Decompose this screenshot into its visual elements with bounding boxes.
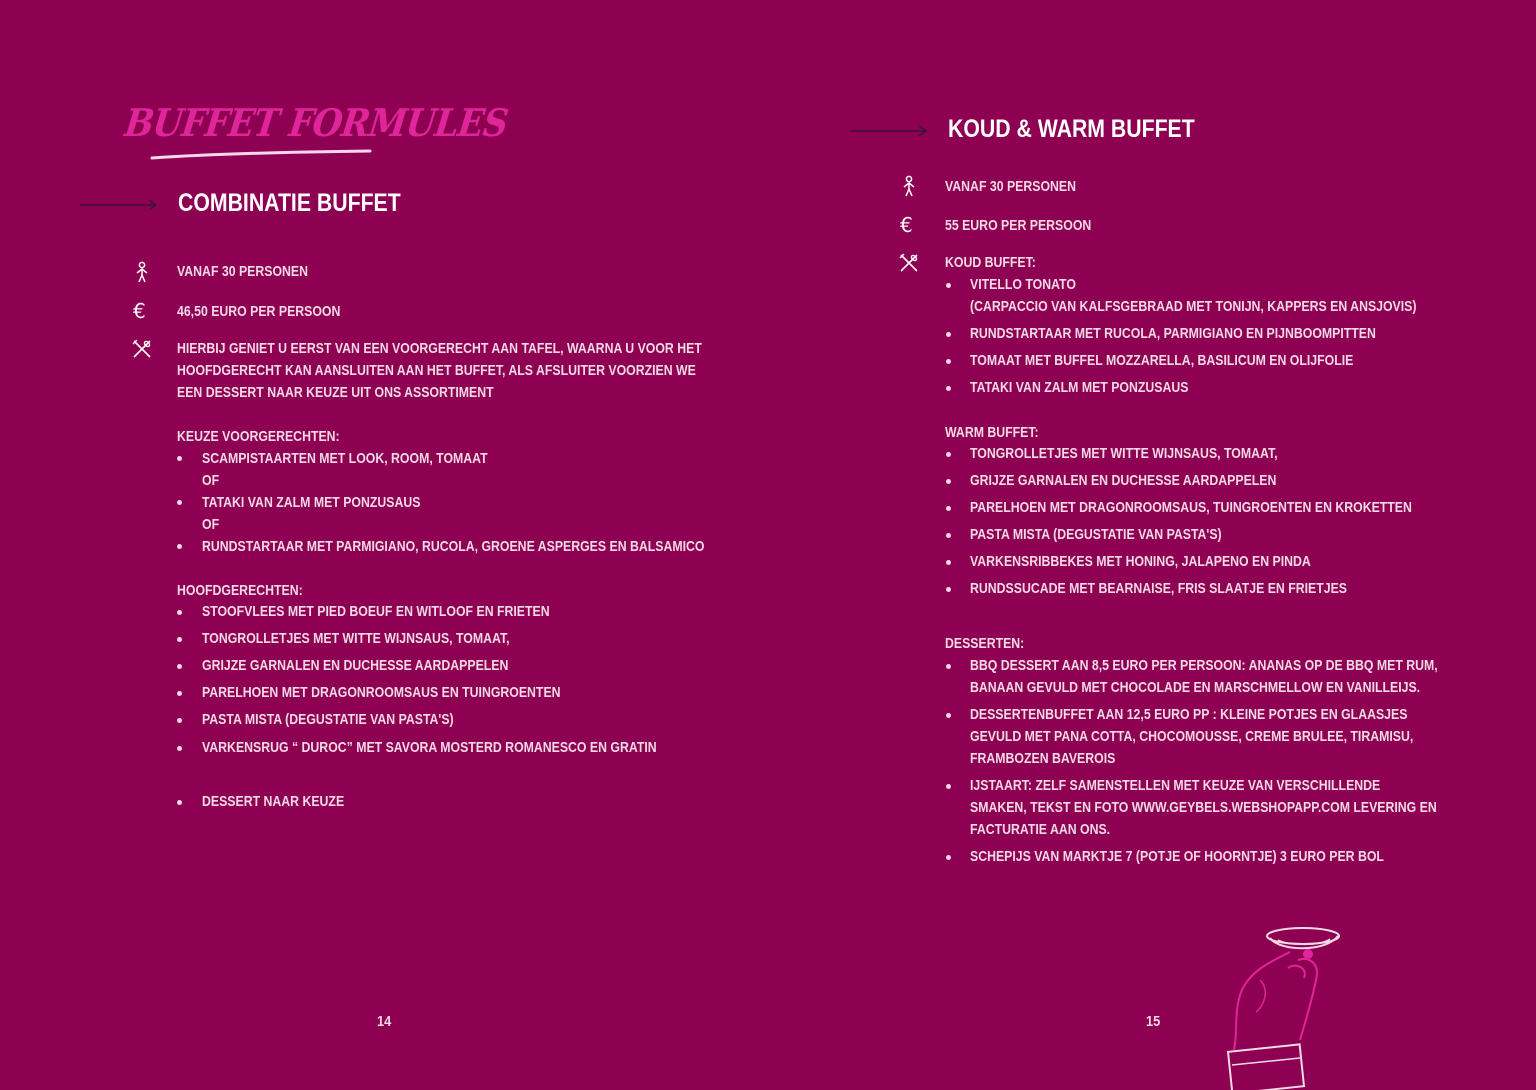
main-item: TONGROLLETJES MET WITTE WIJNSAUS, TOMAAT, [202,630,510,647]
dessert-line: BBQ DESSERT AAN 8,5 EURO PER PERSOON: ANANAS OP DE BBQ MET RUM, [970,657,1438,674]
koud-warm-buffet-title: KOUD & WARM BUFFET [948,115,1195,143]
warm-item: PASTA MISTA (DEGUSTATIE VAN PASTA'S) [970,526,1222,543]
description-line-3: EEN DESSERT NAAR KEUZE UIT ONS ASSORTIMENT [177,384,494,401]
bullet [946,452,951,457]
cold-item: VITELLO TONATO [970,276,1076,293]
cutlery-icon [898,252,920,274]
euro-icon: € [900,213,913,237]
or-label: OF [202,472,220,489]
bullet [946,359,951,364]
dessert-line: BANAAN GEVULD MET CHOCOLADE EN MARSCHMELLOW EN VANILLEIJS. [970,679,1421,696]
cold-item-detail: (CARPACCIO VAN KALFSGEBRAAD MET TONIJN, KAPPERS EN ANSJOVIS) [970,298,1417,315]
starter-item: RUNDSTARTAAR MET PARMIGIANO, RUCOLA, GROENE ASPERGES EN BALSAMICO [202,538,705,555]
dessert-line: DESSERTENBUFFET AAN 12,5 EURO PP : KLEINE POTJES EN GLAASJES [970,706,1408,723]
bullet [946,332,951,337]
bullet [946,855,951,860]
dessert-line: SCHEPIJS VAN MARKTJE 7 (POTJE OF HOORNTJE) 3 EURO PER BOL [970,848,1384,865]
dessert-line: IJSTAART: ZELF SAMENSTELLEN MET KEUZE VAN VERSCHILLENDE [970,777,1381,794]
mains-label: HOOFDGERECHTEN: [177,582,303,599]
combinatie-buffet-title: COMBINATIE BUFFET [178,189,401,217]
bullet [177,500,182,505]
dessert-line: SMAKEN, TEKST EN FOTO WWW.GEYBELS.WEBSHOPAPP.COM LEVERING EN [970,799,1437,816]
bullet [177,544,182,549]
arrow-icon [78,198,160,212]
bullet [946,479,951,484]
dessert-line: GEVULD MET PANA COTTA, CHOCOMOUSSE, CREME BRULEE, TIRAMISU, [970,728,1414,745]
warm-item: VARKENSRIBBEKES MET HONING, JALAPENO EN PINDA [970,553,1311,570]
starter-item: SCAMPISTAARTEN MET LOOK, ROOM, TOMAAT [202,450,488,467]
dessert-line: FRAMBOZEN BAVEROIS [970,750,1116,767]
persons-text: VANAF 30 PERSONEN [945,178,1077,195]
page-number-left: 14 [377,1013,392,1030]
bullet [946,506,951,511]
or-label: OF [202,516,220,533]
page-number-right: 15 [1146,1013,1161,1030]
bullet [946,283,951,288]
cutlery-icon [131,338,153,360]
description-line-2: HOOFDGERECHT KAN AANSLUITEN AAN HET BUFFET, ALS AFSLUITER VOORZIEN WE [177,362,696,379]
cold-item: RUNDSTARTAAR MET RUCOLA, PARMIGIANO EN PIJNBOOMPITTEN [970,325,1376,342]
price-text: 55 EURO PER PERSOON [945,217,1092,234]
bullet [177,456,182,461]
cold-buffet-label: KOUD BUFFET: [945,254,1036,271]
warm-item: PARELHOEN MET DRAGONROOMSAUS, TUINGROENTEN EN KROKETTEN [970,499,1412,516]
arrow-icon [848,124,930,138]
bullet [177,718,182,723]
bullet [177,691,182,696]
persons-text: VANAF 30 PERSONEN [177,263,309,280]
main-item: STOOFVLEES MET PIED BOEUF EN WITLOOF EN FRIETEN [202,603,550,620]
bullet [177,610,182,615]
starters-label: KEUZE VOORGERECHTEN: [177,428,340,445]
bullet [177,800,182,805]
bullet [177,746,182,751]
starter-item: TATAKI VAN ZALM MET PONZUSAUS [202,494,421,511]
warm-item: GRIJZE GARNALEN EN DUCHESSE AARDAPPELEN [970,472,1277,489]
euro-icon: € [133,299,146,323]
person-icon [133,261,151,283]
heading-underline [150,148,374,162]
bullet [177,664,182,669]
dessert-item: DESSERT NAAR KEUZE [202,793,345,810]
bullet [946,664,951,669]
cold-item: TOMAAT MET BUFFEL MOZZARELLA, BASILICUM EN OLIJFOLIE [970,352,1354,369]
dessert-line: FACTURATIE AAN ONS. [970,821,1111,838]
main-item: PARELHOEN MET DRAGONROOMSAUS EN TUINGROENTEN [202,684,561,701]
main-item: PASTA MISTA (DEGUSTATIE VAN PASTA'S) [202,711,454,728]
main-item: VARKENSRUG “ DUROC” MET SAVORA MOSTERD ROMANESCO EN GRATIN [202,739,657,756]
bullet [946,587,951,592]
description-line-1: HIERBIJ GENIET U EERST VAN EEN VOORGERECHT AAN TAFEL, WAARNA U VOOR HET [177,340,702,357]
page-heading: BUFFET FORMULES [122,100,511,145]
bullet [177,637,182,642]
warm-item: RUNDSSUCADE MET BEARNAISE, FRIS SLAATJE EN FRIETJES [970,580,1348,597]
bullet [946,784,951,789]
bullet [946,713,951,718]
main-item: GRIJZE GARNALEN EN DUCHESSE AARDAPPELEN [202,657,509,674]
person-icon [900,175,918,197]
desserts-label: DESSERTEN: [945,635,1025,652]
warm-buffet-label: WARM BUFFET: [945,424,1039,441]
bullet [946,533,951,538]
cold-item: TATAKI VAN ZALM MET PONZUSAUS [970,379,1189,396]
bullet [946,386,951,391]
bullet [946,560,951,565]
price-text: 46,50 EURO PER PERSOON [177,303,341,320]
hand-glass-illustration [1220,920,1350,1090]
warm-item: TONGROLLETJES MET WITTE WIJNSAUS, TOMAAT, [970,445,1278,462]
